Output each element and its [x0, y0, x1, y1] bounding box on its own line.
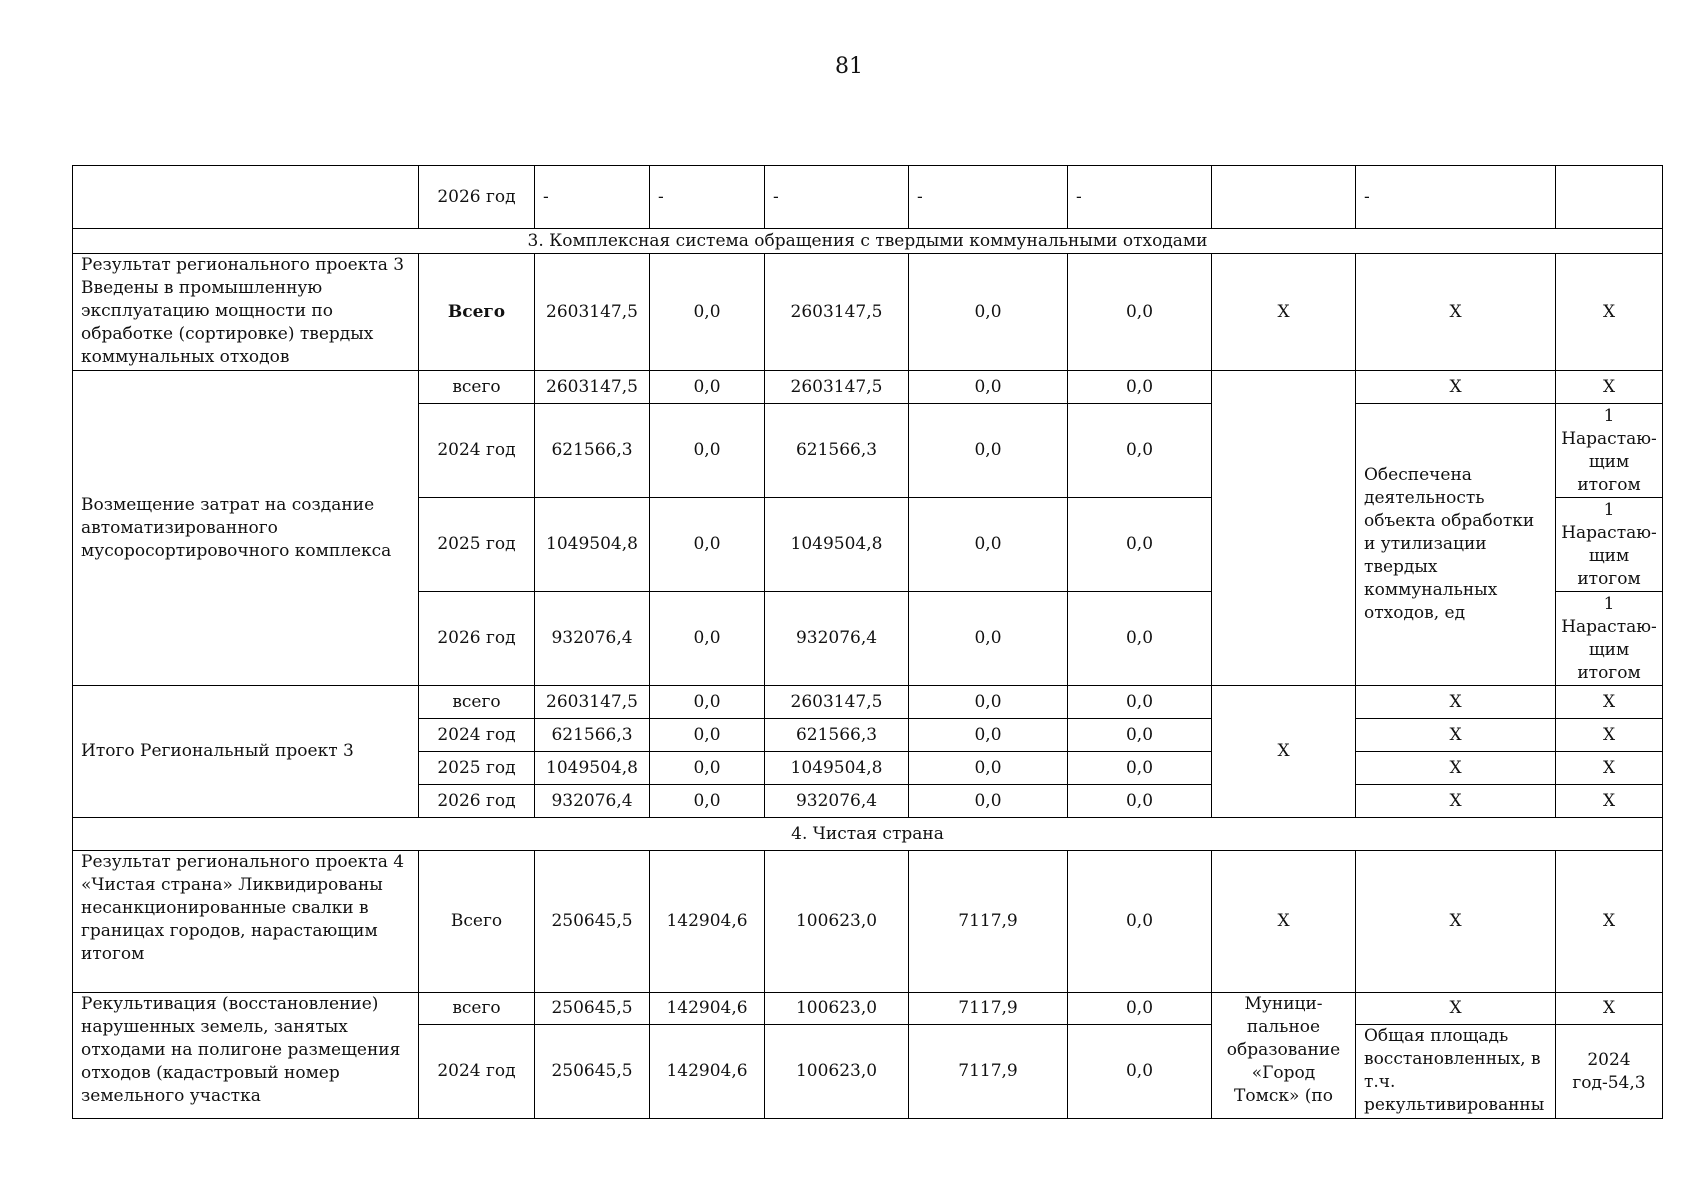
value-cell: 1 Нарастаю-щим итогом [1556, 498, 1663, 592]
period-cell: 2026 год [419, 592, 535, 686]
value-cell: X [1556, 254, 1663, 371]
indicator-cell: X [1356, 254, 1556, 371]
regional-cell: 2603147,5 [765, 686, 909, 719]
federal-cell: 0,0 [650, 404, 765, 498]
executor-cell: X [1212, 686, 1356, 818]
period-cell: 2026 год [419, 166, 535, 229]
section-header-row [73, 818, 1663, 851]
table-row [73, 993, 1663, 1025]
table-row [73, 851, 1663, 993]
municipal-cell: 0,0 [909, 404, 1068, 498]
indicator-cell: Обеспечена деятельность объекта обработки и утилизации твердых коммунальных отходов, ед [1356, 404, 1556, 686]
value-cell: X [1556, 785, 1663, 818]
name-cell: Результат регионального проекта 3 Введены в промышленную эксплуатацию мощности по обработке (сортировке) твердых коммунальных отходов [73, 254, 419, 371]
executor-cell: X [1212, 851, 1356, 993]
value-cell: X [1556, 752, 1663, 785]
period-cell: всего [419, 371, 535, 404]
total-cell: 1049504,8 [535, 752, 650, 785]
value-cell: 1 Нарастаю-щим итогом [1556, 592, 1663, 686]
federal-cell: 0,0 [650, 254, 765, 371]
indicator-cell: X [1356, 719, 1556, 752]
indicator-cell: X [1356, 785, 1556, 818]
name-cell: Рекультивация (восстановление) нарушенных земель, занятых отходами на полигоне размещения отходов (кадастровый номер земельного участка [73, 993, 419, 1119]
indicator-cell: X [1356, 752, 1556, 785]
federal-cell: - [650, 166, 765, 229]
municipal-cell: 7117,9 [909, 851, 1068, 993]
regional-cell: 2603147,5 [765, 371, 909, 404]
municipal-cell: 0,0 [909, 254, 1068, 371]
other-cell: 0,0 [1068, 851, 1212, 993]
period-cell: Всего [419, 254, 535, 371]
other-cell: 0,0 [1068, 371, 1212, 404]
value-cell: X [1556, 851, 1663, 993]
period-cell: 2026 год [419, 785, 535, 818]
other-cell: 0,0 [1068, 686, 1212, 719]
regional-cell: 100623,0 [765, 993, 909, 1025]
page-number: 81 [835, 54, 863, 79]
other-cell: 0,0 [1068, 719, 1212, 752]
municipal-cell: - [909, 166, 1068, 229]
regional-cell: 932076,4 [765, 785, 909, 818]
municipal-cell: 0,0 [909, 785, 1068, 818]
federal-cell: 142904,6 [650, 851, 765, 993]
table-row [73, 166, 1663, 229]
name-cell: Результат регионального проекта 4 «Чистая страна» Ликвидированы несанкционированные свалки в границах городов, нарастающим итогом [73, 851, 419, 993]
total-cell: - [535, 166, 650, 229]
other-cell: 0,0 [1068, 254, 1212, 371]
other-cell: 0,0 [1068, 498, 1212, 592]
regional-cell: 1049504,8 [765, 752, 909, 785]
period-cell: 2024 год [419, 404, 535, 498]
total-cell: 2603147,5 [535, 371, 650, 404]
other-cell: 0,0 [1068, 785, 1212, 818]
municipal-cell: 0,0 [909, 592, 1068, 686]
total-cell: 932076,4 [535, 592, 650, 686]
regional-cell: - [765, 166, 909, 229]
period-cell: 2024 год [419, 719, 535, 752]
other-cell: - [1068, 166, 1212, 229]
total-cell: 621566,3 [535, 719, 650, 752]
total-cell: 621566,3 [535, 404, 650, 498]
regional-cell: 621566,3 [765, 404, 909, 498]
other-cell: 0,0 [1068, 752, 1212, 785]
period-cell: 2025 год [419, 752, 535, 785]
section-title: 3. Комплексная система обращения с твердыми коммунальными отходами [73, 229, 1663, 254]
budget-table [72, 165, 1663, 1119]
other-cell: 0,0 [1068, 993, 1212, 1025]
regional-cell: 100623,0 [765, 851, 909, 993]
period-cell: 2025 год [419, 498, 535, 592]
section-header-row [73, 229, 1663, 254]
other-cell: 0,0 [1068, 404, 1212, 498]
name-cell: Итого Региональный проект 3 [73, 686, 419, 818]
value-cell [1556, 166, 1663, 229]
total-cell: 2603147,5 [535, 254, 650, 371]
period-cell: всего [419, 686, 535, 719]
table-row [73, 371, 1663, 404]
federal-cell: 0,0 [650, 592, 765, 686]
regional-cell: 1049504,8 [765, 498, 909, 592]
other-cell: 0,0 [1068, 1025, 1212, 1119]
indicator-cell: X [1356, 686, 1556, 719]
table-row [73, 254, 1663, 371]
value-cell: X [1556, 371, 1663, 404]
executor-cell [1212, 166, 1356, 229]
regional-cell: 100623,0 [765, 1025, 909, 1119]
municipal-cell: 7117,9 [909, 993, 1068, 1025]
indicator-cell: - [1356, 166, 1556, 229]
executor-cell [1212, 371, 1356, 686]
total-cell: 2603147,5 [535, 686, 650, 719]
period-cell: всего [419, 993, 535, 1025]
regional-cell: 621566,3 [765, 719, 909, 752]
name-cell [73, 166, 419, 229]
municipal-cell: 0,0 [909, 371, 1068, 404]
period-cell: Всего [419, 851, 535, 993]
section-title: 4. Чистая страна [73, 818, 1663, 851]
indicator-cell: Общая площадь восстановленных, в т.ч. рекультивированны [1356, 1025, 1556, 1119]
total-cell: 250645,5 [535, 1025, 650, 1119]
total-cell: 932076,4 [535, 785, 650, 818]
indicator-cell: X [1356, 851, 1556, 993]
executor-cell: Муници-пальное образование «Город Томск» (по [1212, 993, 1356, 1119]
municipal-cell: 0,0 [909, 752, 1068, 785]
regional-cell: 932076,4 [765, 592, 909, 686]
federal-cell: 142904,6 [650, 993, 765, 1025]
municipal-cell: 0,0 [909, 686, 1068, 719]
other-cell: 0,0 [1068, 592, 1212, 686]
federal-cell: 0,0 [650, 686, 765, 719]
total-cell: 250645,5 [535, 851, 650, 993]
municipal-cell: 0,0 [909, 498, 1068, 592]
regional-cell: 2603147,5 [765, 254, 909, 371]
value-cell: X [1556, 719, 1663, 752]
federal-cell: 0,0 [650, 498, 765, 592]
value-cell: X [1556, 993, 1663, 1025]
indicator-cell: X [1356, 371, 1556, 404]
federal-cell: 0,0 [650, 719, 765, 752]
municipal-cell: 0,0 [909, 719, 1068, 752]
value-cell: X [1556, 686, 1663, 719]
total-cell: 250645,5 [535, 993, 650, 1025]
period-cell: 2024 год [419, 1025, 535, 1119]
indicator-cell: X [1356, 993, 1556, 1025]
federal-cell: 142904,6 [650, 1025, 765, 1119]
executor-cell: X [1212, 254, 1356, 371]
total-cell: 1049504,8 [535, 498, 650, 592]
value-cell: 2024 год-54,3 [1556, 1025, 1663, 1119]
value-cell: 1 Нарастаю-щим итогом [1556, 404, 1663, 498]
federal-cell: 0,0 [650, 752, 765, 785]
federal-cell: 0,0 [650, 371, 765, 404]
name-cell: Возмещение затрат на создание автоматизированного мусоросортировочного комплекса [73, 371, 419, 686]
table-row [73, 686, 1663, 719]
municipal-cell: 7117,9 [909, 1025, 1068, 1119]
federal-cell: 0,0 [650, 785, 765, 818]
